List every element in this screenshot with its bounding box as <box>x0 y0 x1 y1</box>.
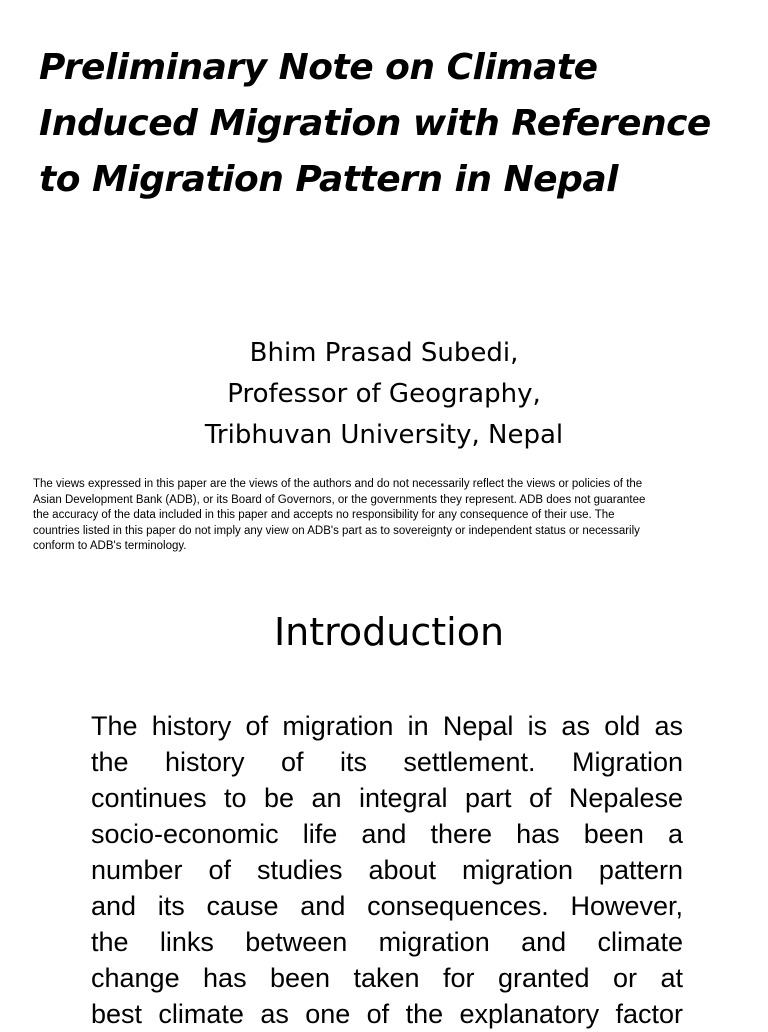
disclaimer-line: The views expressed in this paper are the views of the authors and do not necessarily reflect the views or policies of the <box>33 478 643 490</box>
body-line: best climate as one of the explanatory factor <box>91 999 683 1029</box>
body-line: number of studies about migration pattern <box>91 855 683 885</box>
section-heading: Introduction <box>273 610 505 654</box>
title-line: Induced Migration with Reference <box>39 103 711 144</box>
body-line: socio-economic life and there has been a <box>91 819 683 849</box>
body-line: change has been taken for granted or at <box>91 963 683 993</box>
body-line: The history of migration in Nepal is as old as <box>91 711 683 741</box>
disclaimer-line: the accuracy of the data included in this paper and accepts no responsibility for any consequence of their use. The <box>33 509 615 521</box>
author-name: Bhim Prasad Subedi, <box>249 338 519 368</box>
body-line: continues to be an integral part of Nepalese <box>91 783 683 813</box>
title-line: to Migration Pattern in Nepal <box>39 159 618 200</box>
disclaimer-note <box>33 477 733 555</box>
author-block <box>0 333 768 456</box>
body-line: the history of its settlement. Migration <box>91 747 683 777</box>
body-paragraph <box>91 708 683 1032</box>
body-line: the links between migration and climate <box>91 927 683 957</box>
author-position: Professor of Geography, <box>227 379 541 409</box>
document-title <box>39 40 739 208</box>
disclaimer-line: Asian Development Bank (ADB), or its Board of Governors, or the governments they represent. ADB does not guarantee <box>33 493 646 506</box>
disclaimer-line: countries listed in this paper do not imply any view on ADB's part as to sovereignty or independent status or necessarily <box>33 524 640 537</box>
body-line: and its cause and consequences. However, <box>91 891 683 921</box>
disclaimer-line: conform to ADB's terminology. <box>33 540 187 552</box>
author-affiliation: Tribhuvan University, Nepal <box>204 420 564 450</box>
title-line: Preliminary Note on Climate <box>39 47 598 88</box>
